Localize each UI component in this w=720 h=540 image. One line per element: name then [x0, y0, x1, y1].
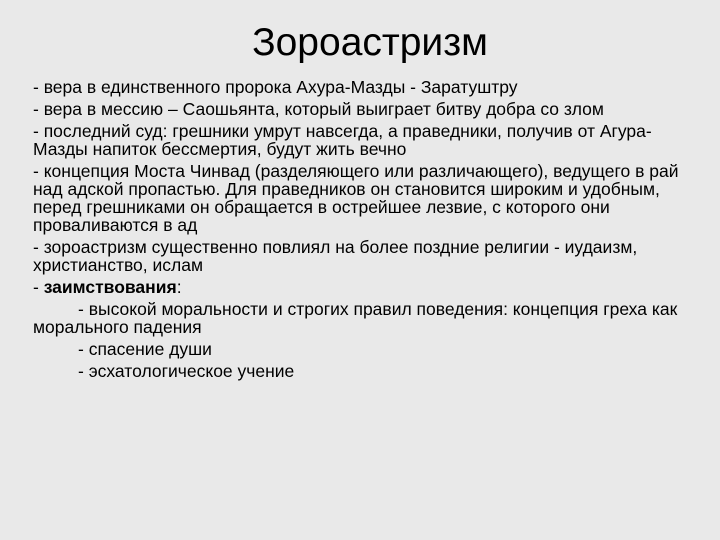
borrowings-label: заимствования [43, 277, 177, 297]
borrowings-prefix: - [33, 277, 44, 297]
bullet-item: - последний суд: грешники умрут навсегда, а праведники, получив от Агура-Мазды напиток бессмертия, будут жить вечно [33, 121, 652, 159]
sub-bullet-item: - эсхатологическое учение [78, 361, 295, 381]
borrowings-suffix: : [176, 277, 182, 297]
bullet-item: - вера в единственного пророка Ахура-Мазды - Заратуштру [33, 77, 518, 97]
bullet-item: - вера в мессию – Саошьянта, который выиграет битву добра со злом [33, 99, 604, 119]
bullet-item: - концепция Моста Чинвад (разделяющего или различающего), ведущего в рай над адской пропастью. Для праведников он становится широким и удобным, перед грешниками он обращается в острейшее лезвие, с которого они проваливаются в ад [33, 161, 679, 235]
borrowings-heading [33, 278, 693, 296]
bullet-item: - зороастризм существенно повлиял на более поздние религии - иудаизм, христианство, ислам [33, 237, 638, 275]
sub-bullet-item: - спасение души [78, 339, 212, 359]
slide-body [33, 78, 693, 384]
sub-bullet-item: - высокой моральности и строгих правил поведения: концепция греха как морального падения [33, 299, 678, 337]
slide-title: Зороастризм [252, 21, 488, 64]
